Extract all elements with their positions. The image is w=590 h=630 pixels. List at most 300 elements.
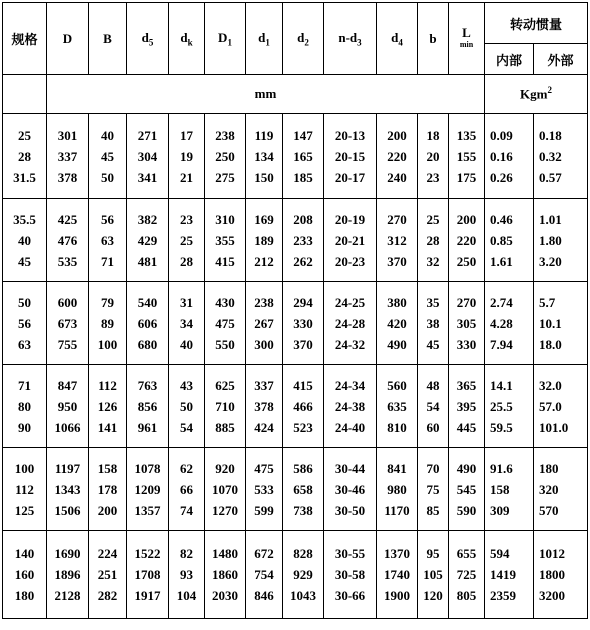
cell-value: 466 xyxy=(293,398,313,414)
cell-value: 71 xyxy=(18,377,31,393)
cell-value: 169 xyxy=(254,211,274,227)
cell-value: 1800 xyxy=(539,567,565,582)
cell-value: 50 xyxy=(101,169,114,185)
cell-value: 395 xyxy=(456,398,477,414)
cell-D xyxy=(47,199,89,282)
cell-lines xyxy=(418,292,448,355)
cell-lines xyxy=(490,543,533,606)
cell-value: 160 xyxy=(14,567,35,582)
cell-d5 xyxy=(127,114,169,199)
cell-value: 594 xyxy=(490,546,510,561)
cell-value: 238 xyxy=(215,127,235,143)
cell-d5 xyxy=(127,282,169,365)
cell-value: 212 xyxy=(254,253,274,269)
cell-value: 25 xyxy=(18,127,31,143)
cell-value: 481 xyxy=(137,253,158,269)
cell-lines xyxy=(283,125,323,188)
cell-d1 xyxy=(246,114,283,199)
cell-value: 0.16 xyxy=(490,148,513,164)
cell-value: 1209 xyxy=(134,481,161,497)
cell-dk xyxy=(169,531,205,619)
cell-value: 70 xyxy=(426,460,440,476)
cell-value: 1522 xyxy=(134,546,161,561)
cell-D xyxy=(47,114,89,199)
cell-value: 23 xyxy=(180,211,193,227)
cell-lines xyxy=(246,543,282,606)
cell-lines xyxy=(490,292,533,355)
cell-lines xyxy=(490,209,533,272)
cell-B xyxy=(89,114,127,199)
cell-value: 305 xyxy=(456,315,477,331)
cell-value: 3200 xyxy=(539,588,565,603)
cell-value: 341 xyxy=(137,169,158,185)
cell-lines xyxy=(449,292,484,355)
cell-value: 240 xyxy=(387,169,407,185)
cell-value: 540 xyxy=(137,294,158,310)
cell-value: 158 xyxy=(490,481,510,497)
cell-value: 34 xyxy=(180,315,193,331)
cell-value: 135 xyxy=(456,127,477,143)
cell-value: 30-46 xyxy=(334,481,366,497)
cell-lines xyxy=(490,375,533,438)
cell-value: 10.1 xyxy=(539,315,562,331)
cell-D xyxy=(47,282,89,365)
cell-value: 3.20 xyxy=(539,253,562,269)
cell-D1 xyxy=(205,114,246,199)
cell-value: 24-38 xyxy=(334,398,366,414)
cell-d5 xyxy=(127,365,169,448)
cell-d1 xyxy=(246,282,283,365)
cell-lines xyxy=(205,209,245,272)
cell-outer xyxy=(534,531,588,619)
cell-lines xyxy=(169,375,204,438)
cell-value: 270 xyxy=(456,294,477,310)
cell-lines xyxy=(89,543,126,606)
cell-value: 30-44 xyxy=(334,460,366,476)
cell-D1 xyxy=(205,531,246,619)
cell-value: 658 xyxy=(293,481,313,497)
cell-value: 208 xyxy=(293,211,313,227)
cell-inner xyxy=(485,199,534,282)
cell-value: 1070 xyxy=(212,481,238,497)
cell-inner xyxy=(485,531,534,619)
cell-lines xyxy=(246,292,282,355)
header-row-1 xyxy=(3,3,588,44)
cell-value: 250 xyxy=(215,148,235,164)
cell-value: 0.57 xyxy=(539,169,562,185)
cell-value: 415 xyxy=(215,253,235,269)
cell-value: 606 xyxy=(137,315,158,331)
cell-b xyxy=(418,531,449,619)
cell-lines xyxy=(47,458,88,521)
cell-value: 119 xyxy=(254,127,274,143)
cell-lines xyxy=(418,458,448,521)
cell-lines xyxy=(127,375,168,438)
cell-value: 763 xyxy=(137,377,158,393)
units-spacer xyxy=(3,75,47,114)
cell-value: 40 xyxy=(101,127,114,143)
table-row xyxy=(3,282,588,365)
cell-value: 920 xyxy=(215,460,235,476)
cell-lines xyxy=(283,543,323,606)
cell-lines xyxy=(283,375,323,438)
cell-lines xyxy=(3,543,46,606)
cell-value: 32 xyxy=(426,253,440,269)
cell-value: 282 xyxy=(97,588,118,603)
header-outer: 外部 xyxy=(534,44,588,75)
cell-value: 150 xyxy=(254,169,274,185)
header-d1: $d_1$ xyxy=(246,3,283,75)
cell-value: 134 xyxy=(254,148,274,164)
cell-value: 961 xyxy=(137,419,158,435)
header-D1: $D_1$ xyxy=(205,3,246,75)
cell-value: 810 xyxy=(387,419,407,435)
cell-B xyxy=(89,531,127,619)
cell-value: 18.0 xyxy=(539,336,562,352)
cell-value: 570 xyxy=(539,502,559,518)
cell-lines xyxy=(89,458,126,521)
cell-value: 125 xyxy=(14,502,35,518)
cell-value: 1078 xyxy=(134,460,161,476)
cell-b xyxy=(418,199,449,282)
cell-value: 380 xyxy=(387,294,407,310)
cell-value: 586 xyxy=(293,460,313,476)
cell-value: 600 xyxy=(57,294,78,310)
cell-lines xyxy=(539,458,587,521)
cell-value: 45 xyxy=(18,253,31,269)
cell-value: 309 xyxy=(490,502,510,518)
unit-mm: mm xyxy=(47,75,485,114)
cell-value: 1.61 xyxy=(490,253,513,269)
cell-value: 337 xyxy=(254,377,274,393)
cell-lines xyxy=(377,375,417,438)
cell-value: 672 xyxy=(254,546,274,561)
cell-value: 59.5 xyxy=(490,419,513,435)
cell-value: 82 xyxy=(180,546,193,561)
cell-value: 75 xyxy=(426,481,440,497)
cell-outer xyxy=(534,114,588,199)
cell-value: 550 xyxy=(215,336,235,352)
cell-value: 180 xyxy=(539,460,559,476)
cell-value: 1740 xyxy=(384,567,410,582)
cell-value: 1708 xyxy=(134,567,161,582)
cell-lines xyxy=(490,458,533,521)
cell-value: 2359 xyxy=(490,588,516,603)
cell-spec xyxy=(3,199,47,282)
cell-lines xyxy=(283,209,323,272)
cell-value: 30-55 xyxy=(334,546,366,561)
cell-d4 xyxy=(377,114,418,199)
cell-b xyxy=(418,114,449,199)
cell-value: 490 xyxy=(387,336,407,352)
cell-d4 xyxy=(377,199,418,282)
cell-lines xyxy=(127,125,168,188)
cell-inner xyxy=(485,448,534,531)
cell-value: 337 xyxy=(57,148,78,164)
header-nd3: $n-d_3$ xyxy=(324,3,377,75)
cell-value: 28 xyxy=(426,232,440,248)
cell-D1 xyxy=(205,282,246,365)
cell-value: 725 xyxy=(456,567,477,582)
cell-value: 710 xyxy=(215,398,235,414)
cell-value: 251 xyxy=(97,567,118,582)
cell-dk xyxy=(169,365,205,448)
cell-value: 1896 xyxy=(54,567,81,582)
cell-lines xyxy=(127,292,168,355)
cell-lines xyxy=(377,458,417,521)
cell-B xyxy=(89,199,127,282)
cell-lines xyxy=(246,458,282,521)
cell-value: 200 xyxy=(387,127,407,143)
cell-value: 31.5 xyxy=(13,169,36,185)
cell-value: 1917 xyxy=(134,588,161,603)
cell-value: 294 xyxy=(293,294,313,310)
cell-value: 301 xyxy=(57,127,78,143)
cell-value: 310 xyxy=(215,211,235,227)
cell-value: 63 xyxy=(18,336,31,352)
cell-value: 1480 xyxy=(212,546,238,561)
cell-value: 1900 xyxy=(384,588,410,603)
cell-value: 147 xyxy=(293,127,313,143)
cell-lines xyxy=(169,458,204,521)
cell-lines xyxy=(539,543,587,606)
cell-outer xyxy=(534,282,588,365)
cell-value: 140 xyxy=(14,546,35,561)
cell-lines xyxy=(3,458,46,521)
cell-value: 262 xyxy=(293,253,313,269)
cell-spec xyxy=(3,114,47,199)
cell-value: 847 xyxy=(57,377,78,393)
cell-value: 220 xyxy=(387,148,407,164)
cell-value: 270 xyxy=(387,211,407,227)
cell-nd3 xyxy=(324,531,377,619)
cell-lines xyxy=(205,292,245,355)
cell-value: 100 xyxy=(97,336,118,352)
cell-d4 xyxy=(377,448,418,531)
cell-value: 533 xyxy=(254,481,274,497)
table-row xyxy=(3,199,588,282)
cell-value: 24-32 xyxy=(334,336,366,352)
cell-value: 30-50 xyxy=(334,502,366,518)
cell-value: 21 xyxy=(180,169,193,185)
cell-value: 1690 xyxy=(54,546,81,561)
cell-value: 1506 xyxy=(54,502,81,518)
cell-value: 267 xyxy=(254,315,274,331)
cell-value: 1197 xyxy=(54,460,81,476)
cell-value: 155 xyxy=(456,148,477,164)
cell-dk xyxy=(169,114,205,199)
cell-lines xyxy=(205,125,245,188)
cell-value: 599 xyxy=(254,502,274,518)
cell-value: 271 xyxy=(137,127,158,143)
cell-value: 20-19 xyxy=(334,211,366,227)
cell-value: 100 xyxy=(14,460,35,476)
header-d4: $d_4$ xyxy=(377,3,418,75)
cell-lines xyxy=(47,375,88,438)
cell-value: 754 xyxy=(254,567,274,582)
cell-value: 224 xyxy=(97,546,118,561)
cell-d5 xyxy=(127,448,169,531)
cell-value: 71 xyxy=(101,253,114,269)
cell-value: 7.94 xyxy=(490,336,513,352)
cell-value: 304 xyxy=(137,148,158,164)
cell-value: 43 xyxy=(180,377,193,393)
cell-d4 xyxy=(377,282,418,365)
cell-d2 xyxy=(283,114,324,199)
cell-value: 0.32 xyxy=(539,148,562,164)
cell-lines xyxy=(377,209,417,272)
cell-value: 275 xyxy=(215,169,235,185)
cell-lines xyxy=(205,543,245,606)
cell-value: 755 xyxy=(57,336,78,352)
cell-D1 xyxy=(205,448,246,531)
cell-value: 189 xyxy=(254,232,274,248)
cell-value: 0.46 xyxy=(490,211,513,227)
cell-lines xyxy=(47,125,88,188)
cell-lines xyxy=(449,458,484,521)
cell-lines xyxy=(377,125,417,188)
cell-spec xyxy=(3,531,47,619)
cell-lines xyxy=(283,458,323,521)
cell-d5 xyxy=(127,199,169,282)
cell-value: 378 xyxy=(57,169,78,185)
cell-lines xyxy=(3,375,46,438)
cell-value: 24-40 xyxy=(334,419,366,435)
cell-value: 1043 xyxy=(290,588,316,603)
cell-value: 63 xyxy=(101,232,114,248)
cell-D1 xyxy=(205,199,246,282)
cell-value: 475 xyxy=(215,315,235,331)
cell-value: 950 xyxy=(57,398,78,414)
cell-value: 30-58 xyxy=(334,567,366,582)
cell-d1 xyxy=(246,365,283,448)
cell-value: 250 xyxy=(456,253,477,269)
cell-lines xyxy=(169,125,204,188)
unit-kgm2: Kgm$^2$ xyxy=(485,75,588,114)
cell-value: 20-21 xyxy=(334,232,366,248)
header-B: B xyxy=(89,3,127,75)
cell-inner xyxy=(485,282,534,365)
cell-value: 1419 xyxy=(490,567,516,582)
coupling-spec-table xyxy=(2,2,588,619)
cell-lines xyxy=(377,543,417,606)
cell-spec xyxy=(3,365,47,448)
cell-value: 1066 xyxy=(54,419,81,435)
cell-value: 93 xyxy=(180,567,193,582)
cell-lines xyxy=(324,292,376,355)
cell-value: 54 xyxy=(426,398,440,414)
cell-value: 126 xyxy=(97,398,118,414)
cell-value: 355 xyxy=(215,232,235,248)
cell-value: 4.28 xyxy=(490,315,513,331)
cell-value: 370 xyxy=(387,253,407,269)
cell-b xyxy=(418,282,449,365)
cell-value: 5.7 xyxy=(539,294,556,310)
cell-lines xyxy=(539,209,587,272)
cell-value: 738 xyxy=(293,502,313,518)
cell-value: 200 xyxy=(97,502,118,518)
cell-D xyxy=(47,531,89,619)
cell-spec xyxy=(3,282,47,365)
units-row xyxy=(3,75,588,114)
cell-lines xyxy=(89,375,126,438)
cell-value: 28 xyxy=(18,148,31,164)
cell-value: 62 xyxy=(180,460,193,476)
cell-d1 xyxy=(246,531,283,619)
cell-value: 89 xyxy=(101,315,114,331)
cell-dk xyxy=(169,199,205,282)
cell-nd3 xyxy=(324,114,377,199)
cell-value: 382 xyxy=(137,211,158,227)
cell-value: 85 xyxy=(426,502,440,518)
cell-value: 57.0 xyxy=(539,398,562,414)
cell-value: 545 xyxy=(456,481,477,497)
cell-lines xyxy=(246,375,282,438)
cell-nd3 xyxy=(324,282,377,365)
cell-lines xyxy=(169,292,204,355)
cell-lines xyxy=(127,458,168,521)
cell-value: 50 xyxy=(180,398,193,414)
cell-value: 429 xyxy=(137,232,158,248)
cell-d4 xyxy=(377,365,418,448)
cell-value: 38 xyxy=(426,315,440,331)
cell-lines xyxy=(449,375,484,438)
cell-value: 635 xyxy=(387,398,407,414)
cell-lines xyxy=(246,125,282,188)
cell-lines xyxy=(324,125,376,188)
cell-value: 370 xyxy=(293,336,313,352)
table-row xyxy=(3,448,588,531)
cell-D xyxy=(47,365,89,448)
cell-value: 20 xyxy=(426,148,440,164)
cell-value: 0.09 xyxy=(490,127,513,143)
cell-value: 320 xyxy=(539,481,559,497)
cell-value: 1270 xyxy=(212,502,238,518)
cell-L xyxy=(449,448,485,531)
cell-value: 1.01 xyxy=(539,211,562,227)
cell-b xyxy=(418,365,449,448)
cell-value: 0.18 xyxy=(539,127,562,143)
cell-value: 20-17 xyxy=(334,169,366,185)
cell-D1 xyxy=(205,365,246,448)
cell-lines xyxy=(449,125,484,188)
cell-d2 xyxy=(283,199,324,282)
cell-value: 846 xyxy=(254,588,274,603)
cell-value: 420 xyxy=(387,315,407,331)
cell-lines xyxy=(418,209,448,272)
cell-value: 56 xyxy=(18,315,31,331)
cell-value: 112 xyxy=(15,481,34,497)
cell-nd3 xyxy=(324,365,377,448)
cell-lines xyxy=(324,209,376,272)
cell-value: 95 xyxy=(426,546,440,561)
cell-d2 xyxy=(283,531,324,619)
cell-value: 54 xyxy=(180,419,193,435)
cell-value: 475 xyxy=(254,460,274,476)
cell-value: 1357 xyxy=(134,502,161,518)
cell-value: 35 xyxy=(426,294,440,310)
cell-lines xyxy=(324,543,376,606)
spec-table-wrapper xyxy=(2,2,588,619)
cell-lines xyxy=(3,209,46,272)
cell-value: 445 xyxy=(456,419,477,435)
cell-lines xyxy=(47,292,88,355)
cell-B xyxy=(89,365,127,448)
cell-dk xyxy=(169,282,205,365)
cell-value: 805 xyxy=(456,588,477,603)
cell-value: 330 xyxy=(293,315,313,331)
cell-value: 929 xyxy=(293,567,313,582)
